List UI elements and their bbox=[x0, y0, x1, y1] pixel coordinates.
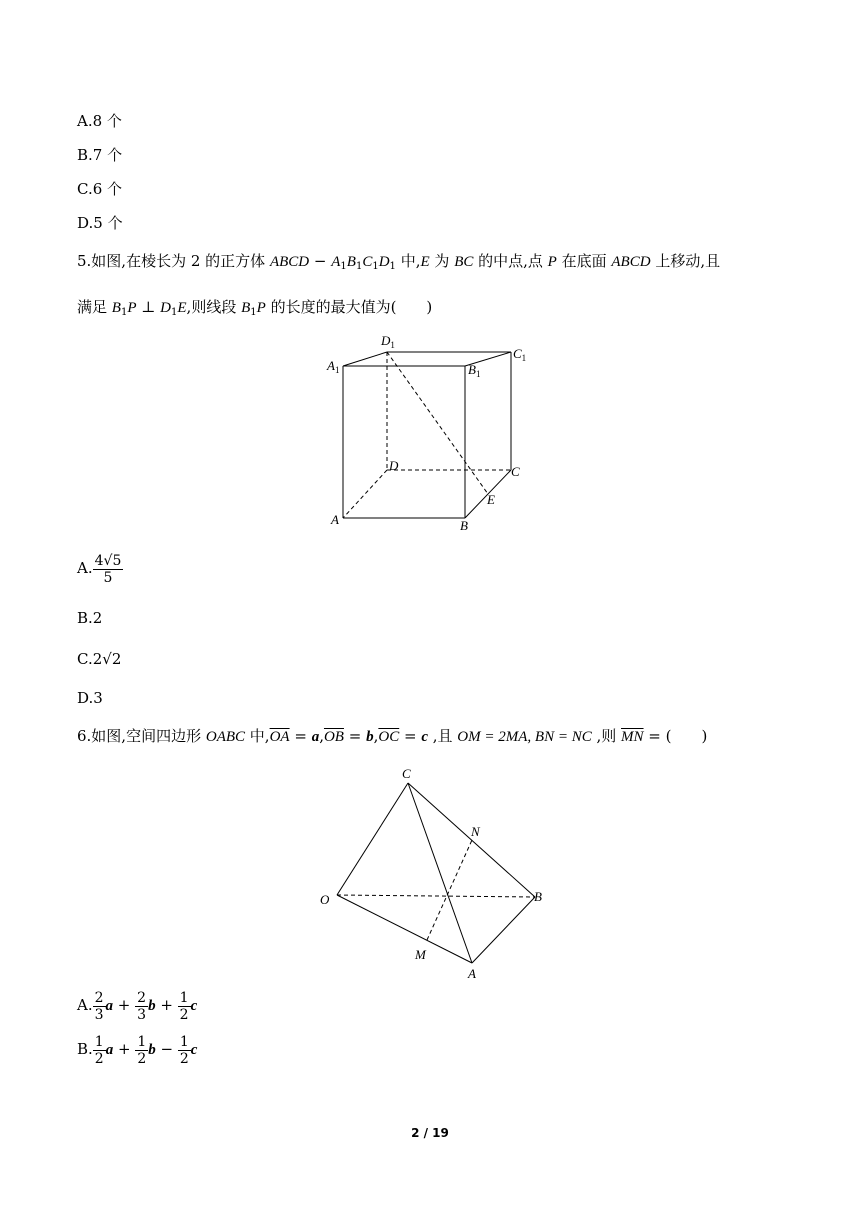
fraction: $\frac{4√5}{5}$ bbox=[94, 552, 122, 586]
q4-option-a: A.8 个 bbox=[77, 112, 122, 130]
q6-stem: 6.如图,空间四边形 OABC 中$,\overline{OA} = a,\overline{OB} = b,\overline{OC} = c$ ,且 OM = 2MA, BN = NC ,则 $\overline{MN}$ = ( ) bbox=[77, 727, 708, 745]
q5-option-c: C.2√2 bbox=[77, 650, 122, 668]
q5-stem-line2: 满足 $B_1P$ ⊥ $D_1E$,则线段 $B_1P$ 的长度的最大值为( ) bbox=[77, 298, 433, 318]
label-a1: $A_1$ bbox=[327, 358, 340, 375]
q5-stem-line1: 5.如图,在棱长为 2 的正方体 ABCD − $A_1B_1C_1D_1$ 中,E 为 BC 的中点,点 P 在底面 ABCD 上移动,且 bbox=[77, 252, 721, 272]
q5-option-a: A. $\frac{4√5}{5}$ bbox=[77, 552, 122, 586]
label-e: E bbox=[487, 492, 495, 507]
label-o: O bbox=[320, 892, 330, 907]
label-a: A bbox=[468, 966, 476, 981]
label-b: B bbox=[460, 518, 468, 532]
page-number: 2 / 19 bbox=[411, 1126, 449, 1140]
label-m: M bbox=[415, 947, 426, 962]
label-d1: $D_1$ bbox=[381, 333, 395, 350]
label-b: B bbox=[534, 889, 542, 904]
q5-option-b: B.2 bbox=[77, 609, 103, 627]
label-d: D bbox=[389, 458, 399, 473]
q4-option-c: C.6 个 bbox=[77, 180, 123, 198]
q6-option-a: A. $\frac{2}{3}$ a + $\frac{2}{3}$ b + $\frac{1}{2}$ c bbox=[77, 989, 198, 1023]
label-c: C bbox=[511, 464, 520, 479]
label-c1: $C_1$ bbox=[513, 346, 527, 363]
cube-figure bbox=[325, 330, 535, 532]
q6-option-b: B. $\frac{1}{2}$ a + $\frac{1}{2}$ b − $\frac{1}{2}$ c bbox=[77, 1033, 198, 1067]
q4-option-b: B.7 个 bbox=[77, 146, 123, 164]
tetrahedron-figure bbox=[315, 760, 550, 982]
label-a: A bbox=[331, 512, 339, 527]
label-n: N bbox=[471, 824, 480, 839]
q4-option-d: D.5 个 bbox=[77, 214, 123, 232]
cube-labels bbox=[326, 333, 526, 532]
label-b1: $B_1$ bbox=[468, 362, 481, 379]
q5-option-d: D.3 bbox=[77, 689, 103, 707]
label-c: C bbox=[402, 766, 411, 781]
